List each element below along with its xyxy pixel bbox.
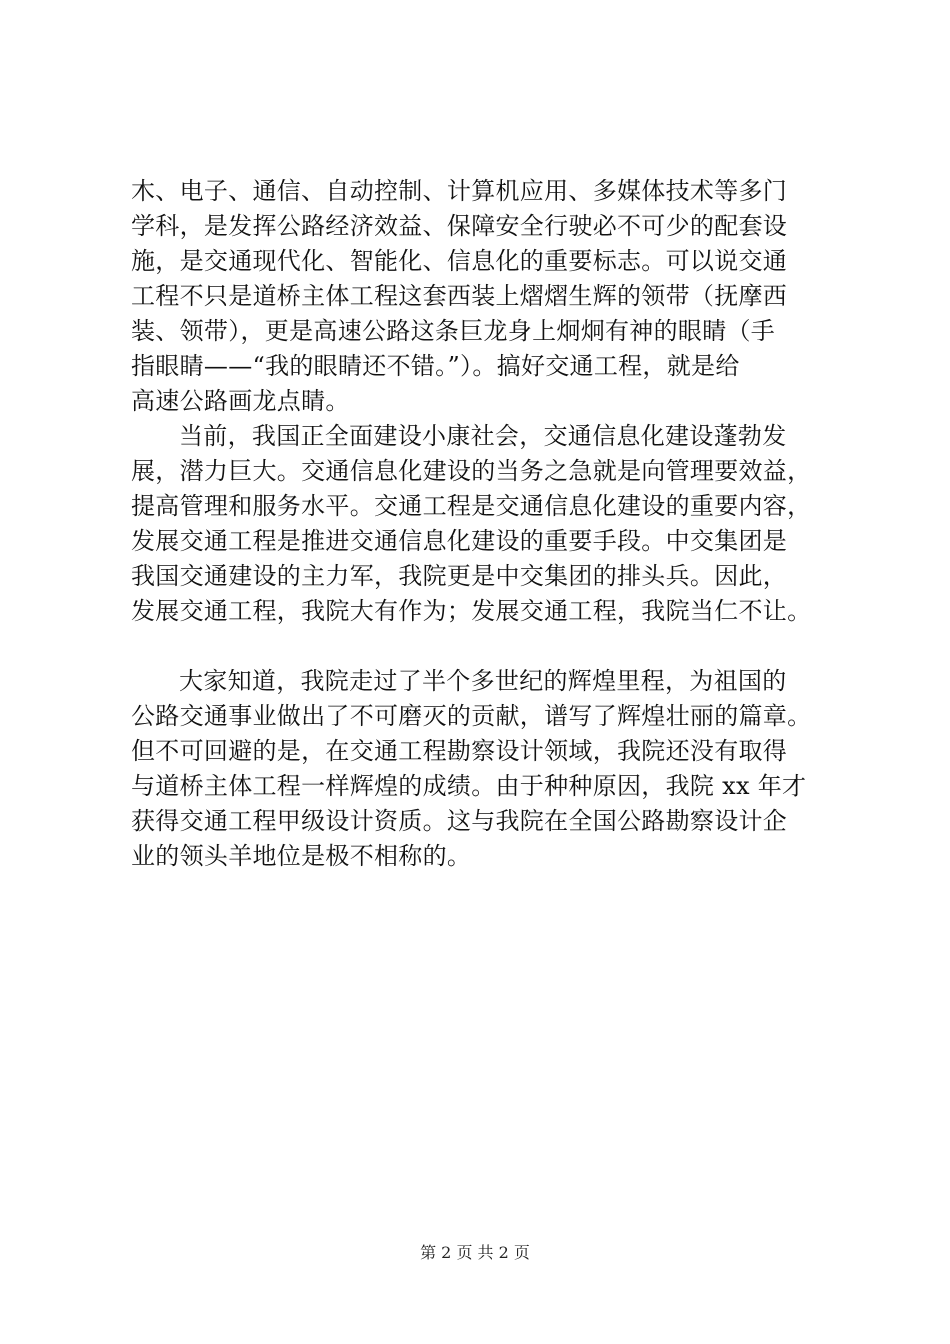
text-line: 当前，我国正全面建设小康社会，交通信息化建设蓬勃发: [179, 422, 787, 450]
paragraph-3: [131, 664, 831, 874]
text-line: 高速公路画龙点睛。: [131, 387, 350, 415]
paragraph-spacer: [131, 629, 831, 664]
text-line: 与道桥主体工程一样辉煌的成绩。由于种种原因，我院 xx 年才: [131, 772, 807, 800]
text-line: 指眼睛——“我的眼睛还不错。”）。搞好交通工程，就是给: [131, 352, 740, 380]
text-line: 施，是交通现代化、智能化、信息化的重要标志。可以说交通: [131, 247, 788, 275]
text-line: 木、电子、通信、自动控制、计算机应用、多媒体技术等多门: [131, 177, 788, 205]
document-body: [131, 174, 831, 874]
paragraph-1: [131, 174, 831, 419]
text-line: 大家知道，我院走过了半个多世纪的辉煌里程，为祖国的: [179, 667, 787, 695]
text-line: 公路交通事业做出了不可磨灭的贡献，谱写了辉煌壮丽的篇章。: [131, 702, 812, 730]
text-line: 装、领带），更是高速公路这条巨龙身上炯炯有神的眼睛（手: [131, 317, 776, 345]
text-line: 学科，是发挥公路经济效益、保障安全行驶必不可少的配套设: [131, 212, 788, 240]
text-line: 业的领头羊地位是极不相称的。: [131, 842, 472, 870]
paragraph-2: [131, 419, 831, 629]
text-line: 发展交通工程，我院大有作为；发展交通工程，我院当仁不让。: [131, 597, 812, 625]
text-line: 提高管理和服务水平。交通工程是交通信息化建设的重要内容，: [131, 492, 812, 520]
text-line: 展，潜力巨大。交通信息化建设的当务之急就是向管理要效益，: [131, 457, 812, 485]
text-line: 获得交通工程甲级设计资质。这与我院在全国公路勘察设计企: [131, 807, 788, 835]
page-footer: 第 2 页 共 2 页: [420, 1243, 530, 1262]
text-line: 但不可回避的是，在交通工程勘察设计领域，我院还没有取得: [131, 737, 788, 765]
text-line: 我国交通建设的主力军，我院更是中交集团的排头兵。因此，: [131, 562, 788, 590]
text-line: 发展交通工程是推进交通信息化建设的重要手段。中交集团是: [131, 527, 788, 555]
text-line: 工程不只是道桥主体工程这套西装上熠熠生辉的领带（抚摩西: [131, 282, 788, 310]
